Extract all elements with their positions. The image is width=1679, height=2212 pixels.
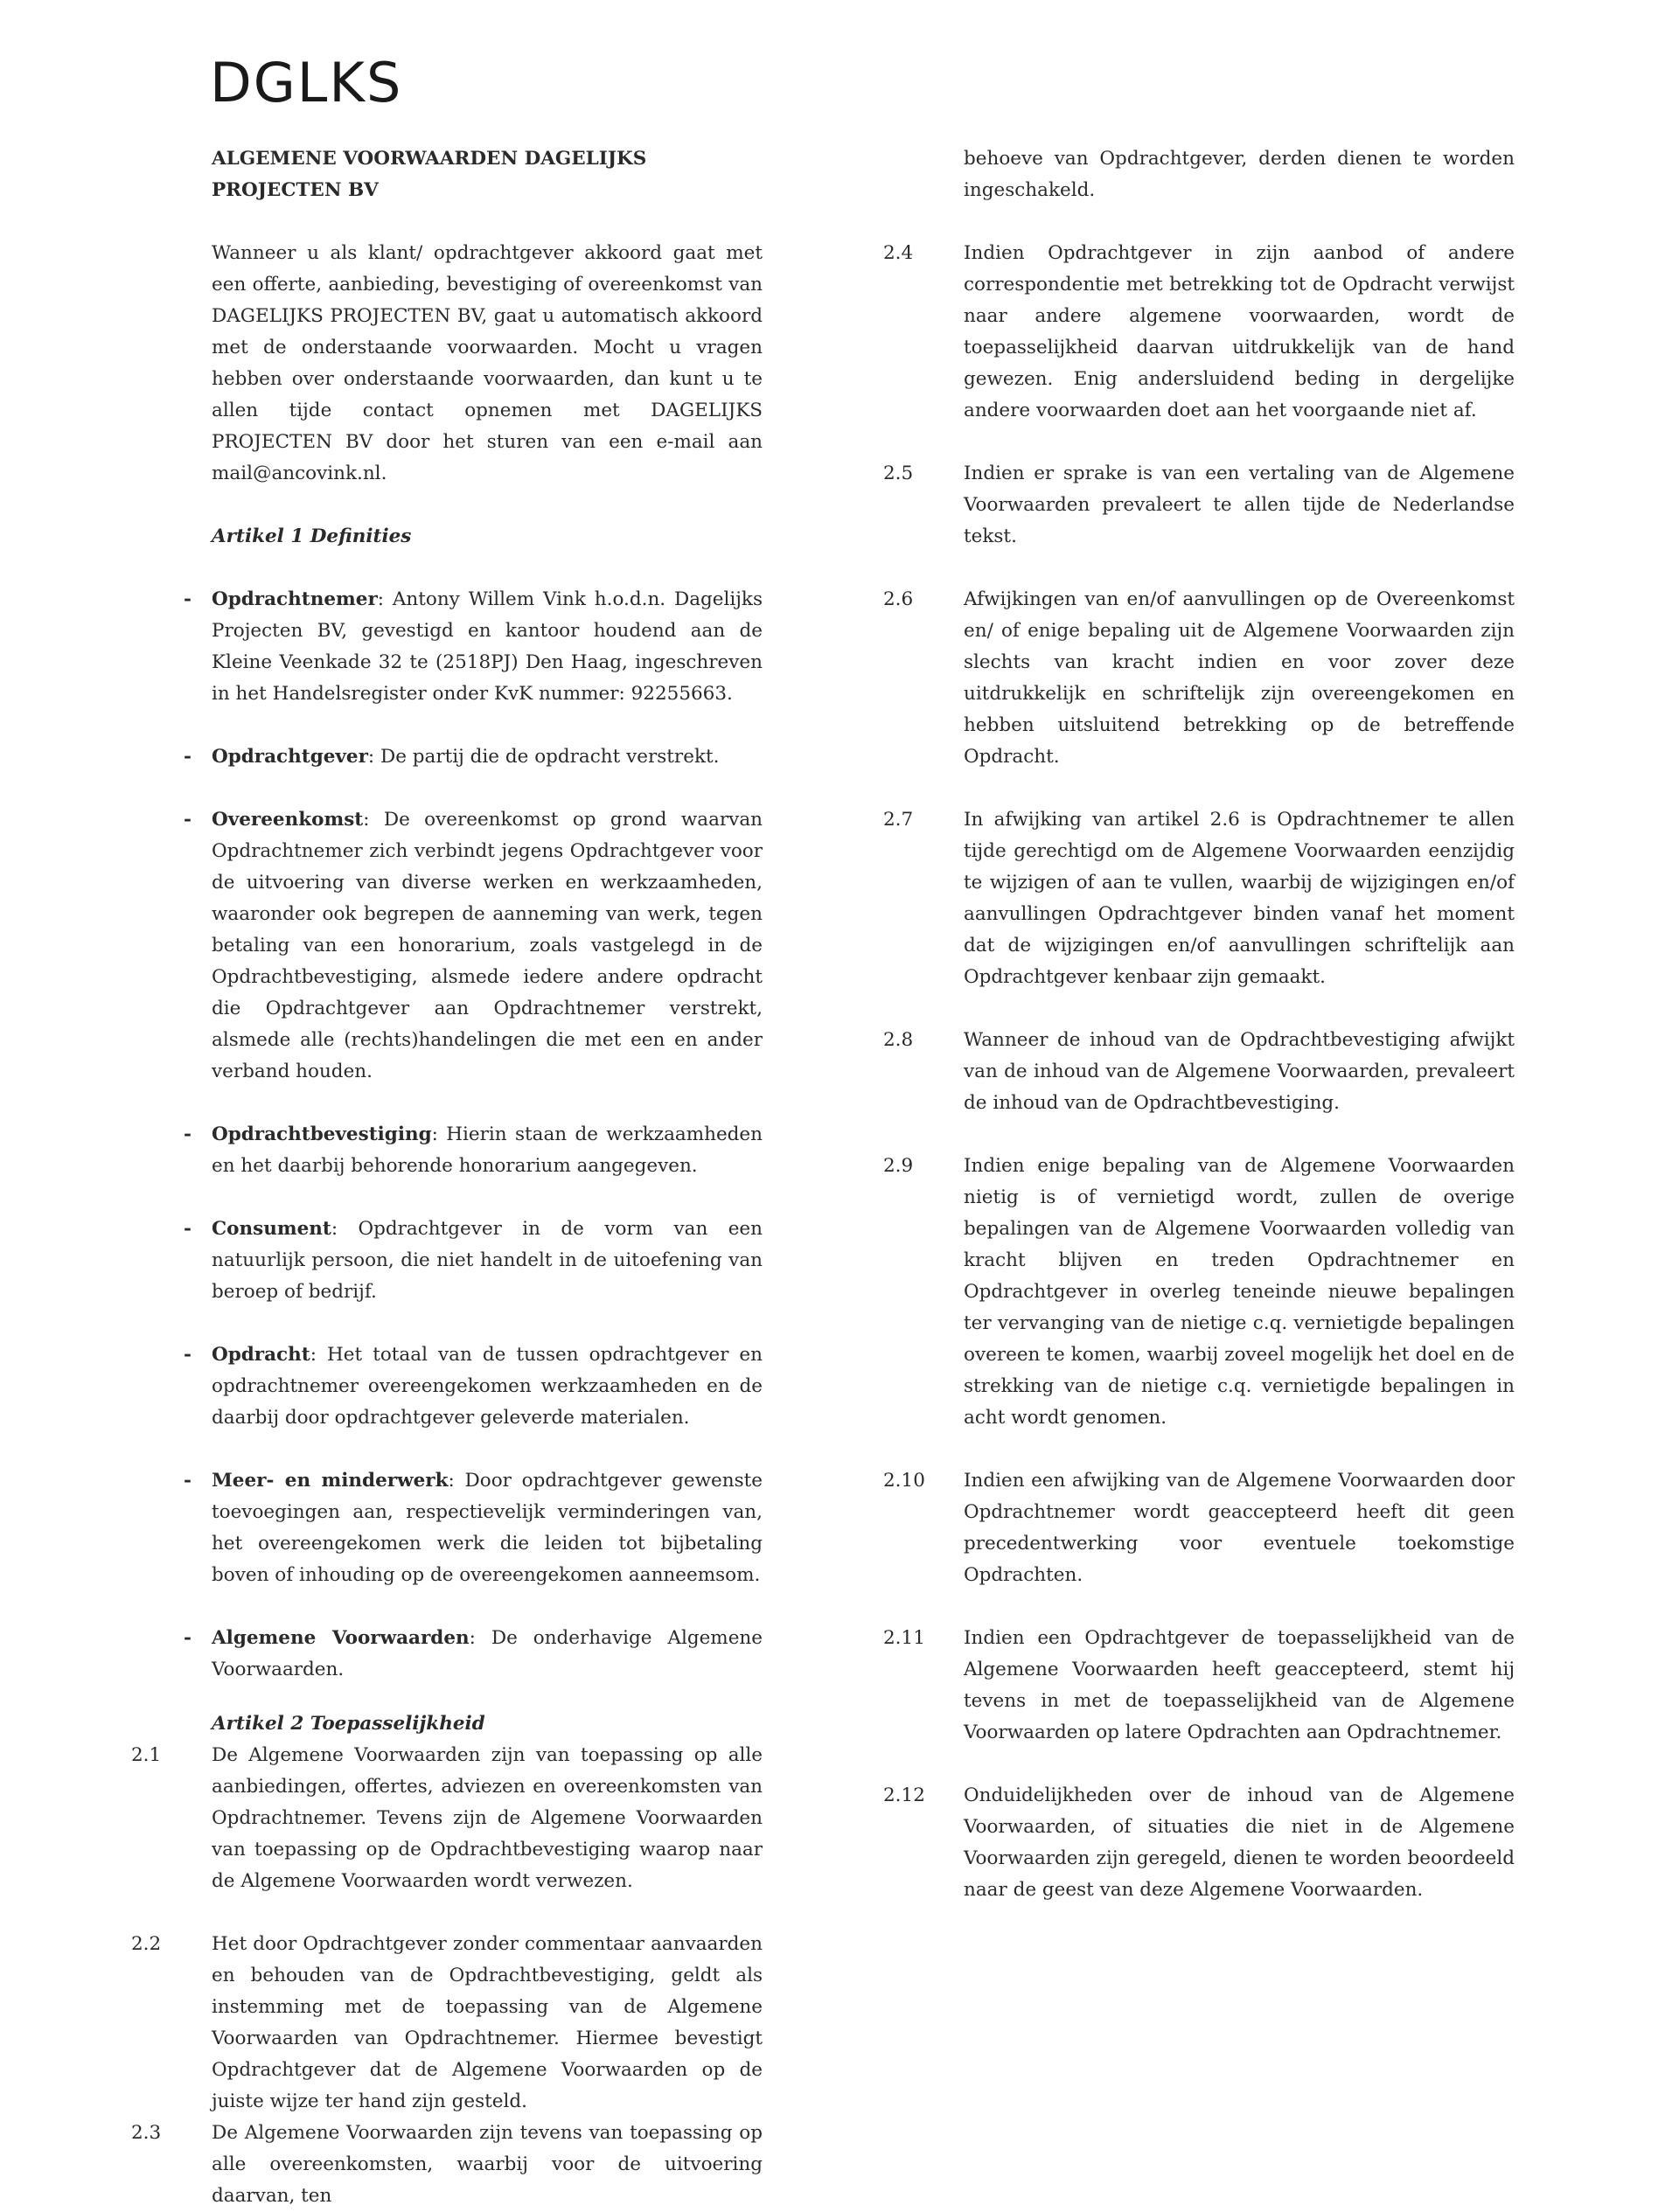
clause-text: Indien een Opdrachtgever de toepasselijkheid van de Algemene Voorwaarden heeft geaccepteerd, stemt hij tevens in met de toepasselijkheid van de Algemene Voorwaarden op latere Opdrachten aan Opdrachtnemer.: [964, 1627, 1515, 1743]
clause-2-9: [883, 1151, 1515, 1434]
bullet-dash: -: [184, 588, 192, 610]
definition-text: : Opdrachtgever in de vorm van een natuurlijk persoon, die niet handelt in de uitoefening van beroep of bedrijf.: [212, 1218, 763, 1303]
clause-text: Onduidelijkheden over de inhoud van de Algemene Voorwaarden, of situaties die niet in de Algemene Voorwaarden zijn geregeld, dienen te worden beoordeeld naar de geest van deze Algemene Voorwaarden.: [964, 1784, 1515, 1901]
clause-number: 2.6: [883, 588, 914, 610]
clause-text: Afwijkingen van en/of aanvullingen op de Overeenkomst en/ of enige bepaling uit de Algemene Voorwaarden zijn slechts van kracht indien en voor zover deze uitdrukkelijk en schriftelijk zijn overeengekomen en hebben uitsluitend betrekking op de betreffende Opdracht.: [964, 588, 1515, 768]
bullet-dash: -: [184, 746, 192, 768]
right-column: [866, 143, 1522, 1937]
company-logo: DGLKS: [210, 51, 403, 115]
clause-number: 2.7: [883, 809, 914, 831]
clause-2-2: [131, 1929, 763, 2118]
clause-2-12: [883, 1780, 1515, 1906]
document-title: ALGEMENE VOORWAARDEN DAGELIJKS PROJECTEN BV: [212, 148, 647, 201]
clause-number: 2.8: [883, 1029, 914, 1051]
definition-term: Meer- en minderwerk: [212, 1470, 449, 1492]
clause-2-10: [883, 1465, 1515, 1591]
article-1-heading: Artikel 1 Definities: [212, 525, 412, 547]
definition-item: [184, 741, 763, 773]
definition-item: [184, 1339, 763, 1434]
bullet-dash: -: [184, 809, 192, 831]
definition-term: Consument: [212, 1218, 331, 1240]
definition-term: Opdrachtbevestiging: [212, 1123, 432, 1145]
definition-term: Opdracht: [212, 1344, 310, 1366]
bullet-dash: -: [184, 1123, 192, 1145]
clause-2-5: [883, 458, 1515, 553]
definition-item: [184, 584, 763, 710]
clause-text: Indien enige bepaling van de Algemene Voorwaarden nietig is of vernietigd wordt, zullen de overige bepalingen van de Algemene Voorwaarden volledig van kracht blijven en treden Opdrachtnemer en Opdrachtgever in overleg teneinde nieuwe bepalingen ter vervanging van de nietige c.q. vernietigde bepalingen overeen te komen, waarbij zoveel mogelijk het doel en de strekking van de nietige c.q. vernietigde bepalingen in acht wordt genomen.: [964, 1155, 1515, 1429]
definition-term: Overeenkomst: [212, 809, 364, 831]
clause-number: 2.1: [131, 1744, 162, 1766]
clause-text: De Algemene Voorwaarden zijn van toepassing op alle aanbiedingen, offertes, adviezen en overeenkomsten van Opdrachtnemer. Tevens zijn de Algemene Voorwaarden van toepassing op de Opdrachtbevestiging waarop naar de Algemene Voorwaarden wordt verwezen.: [212, 1744, 763, 1892]
clause-text: Het door Opdrachtgever zonder commentaar aanvaarden en behouden van de Opdrachtbevestiging, geldt als instemming met de toepassing van de Algemene Voorwaarden van Opdrachtnemer. Hiermee bevestigt Opdrachtgever dat de Algemene Voorwaarden op de juiste wijze ter hand zijn gesteld.: [212, 1933, 763, 2112]
clause-2-8: [883, 1025, 1515, 1119]
clause-2-1: [131, 1740, 763, 1897]
clause-2-4: [883, 238, 1515, 427]
clause-number: 2.5: [883, 463, 914, 484]
clause-2-11: [883, 1623, 1515, 1749]
clause-text: Indien een afwijking van de Algemene Voorwaarden door Opdrachtnemer wordt geaccepteerd heeft dit geen precedentwerking voor eventuele toekomstige Opdrachten.: [964, 1470, 1515, 1586]
clause-number: 2.11: [883, 1627, 925, 1649]
bullet-dash: -: [184, 1627, 192, 1649]
definition-text: : Hierin staan de werkzaamheden en het daarbij behorende honorarium aangegeven.: [212, 1123, 763, 1177]
definition-item: [184, 1623, 763, 1686]
definition-text: : De partij die de opdracht verstrekt.: [367, 746, 720, 768]
definition-text: : De overeenkomst op grond waarvan Opdrachtnemer zich verbindt jegens Opdrachtgever voor de uitvoering van diverse werken en werkzaamheden, waaronder ook begrepen de aanneming van werk, tegen betaling van een honorarium, zoals vastgelegd in de Opdrachtbevestiging, alsmede iedere andere opdracht die Opdrachtgever aan Opdrachtnemer verstrekt, alsmede alle (rechts)handelingen die met een en ander verband houden.: [212, 809, 763, 1082]
definition-text: : Het totaal van de tussen opdrachtgever en opdrachtnemer overeengekomen werkzaamheden en de daarbij door opdrachtgever geleverde materialen.: [212, 1344, 763, 1429]
definition-item: [184, 1119, 763, 1182]
clause-number: 2.2: [131, 1933, 162, 1955]
bullet-dash: -: [184, 1470, 192, 1492]
clause-number: 2.9: [883, 1155, 914, 1177]
definition-text: : Door opdrachtgever gewenste toevoegingen aan, respectievelijk verminderingen van, het overeengekomen werk die leiden tot bijbetaling boven of inhouding op de overeengekomen aanneemsom.: [212, 1470, 763, 1586]
clause-2-6: [883, 584, 1515, 773]
bullet-dash: -: [184, 1218, 192, 1240]
clause-text: Wanneer de inhoud van de Opdrachtbevestiging afwijkt van de inhoud van de Algemene Voorwaarden, prevaleert de inhoud van de Opdrachtbevestiging.: [964, 1029, 1515, 1114]
clause-text: Indien er sprake is van een vertaling van de Algemene Voorwaarden prevaleert te allen tijde de Nederlandse tekst.: [964, 463, 1515, 547]
clause-2-7: [883, 804, 1515, 993]
clause-text: In afwijking van artikel 2.6 is Opdrachtnemer te allen tijde gerechtigd om de Algemene Voorwaarden eenzijdig te wijzigen of aan te vullen, waarbij de wijzigingen en/of aanvullingen Opdrachtgever binden vanaf het moment dat de wijzigingen en/of aanvullingen schriftelijk aan Opdrachtgever kenbaar zijn gemaakt.: [964, 809, 1515, 988]
article-2-heading: Artikel 2 Toepasselijkheid: [212, 1713, 485, 1735]
definition-item: [184, 1214, 763, 1308]
clause-text: Indien Opdrachtgever in zijn aanbod of andere correspondentie met betrekking tot de Opdracht verwijst naar andere algemene voorwaarden, wordt de toepasselijkheid daarvan uitdrukkelijk van de hand gewezen. Enig andersluidend beding in dergelijke andere voorwaarden doet aan het voorgaande niet af.: [964, 242, 1515, 421]
bullet-dash: -: [184, 1344, 192, 1366]
definition-text: : De onderhavige Algemene Voorwaarden.: [212, 1627, 763, 1680]
definition-item: [184, 1465, 763, 1591]
definition-term: Algemene Voorwaarden: [212, 1627, 470, 1649]
clause-2-3-continuation: behoeve van Opdrachtgever, derden dienen te worden ingeschakeld.: [964, 148, 1515, 201]
definition-text: : Antony Willem Vink h.o.d.n. Dagelijks Projecten BV, gevestigd en kantoor houdend aan de Kleine Veenkade 32 te (2518PJ) Den Haag, ingeschreven in het Handelsregister onder KvK nummer: 92255663.: [212, 588, 763, 705]
clause-number: 2.12: [883, 1784, 925, 1806]
left-column: [114, 143, 770, 2212]
intro-paragraph: Wanneer u als klant/ opdrachtgever akkoord gaat met een offerte, aanbieding, bevestiging of overeenkomst van DAGELIJKS PROJECTEN BV, gaat u automatisch akkoord met de onderstaande voorwaarden. Mocht u vragen hebben over onderstaande voorwaarden, dan kunt u te allen tijde contact opnemen met DAGELIJKS PROJECTEN BV door het sturen van een e-mail aan mail@ancovink.nl.: [212, 242, 763, 484]
definition-item: [184, 804, 763, 1088]
clause-number: 2.10: [883, 1470, 925, 1492]
clause-2-3: [131, 2118, 763, 2212]
definition-term: Opdrachtgever: [212, 746, 368, 768]
clause-number: 2.3: [131, 2122, 162, 2144]
clause-text: De Algemene Voorwaarden zijn tevens van toepassing op alle overeenkomsten, waarbij voor de uitvoering daarvan, ten: [212, 2122, 763, 2207]
definition-term: Opdrachtnemer: [212, 588, 378, 610]
clause-number: 2.4: [883, 242, 914, 264]
